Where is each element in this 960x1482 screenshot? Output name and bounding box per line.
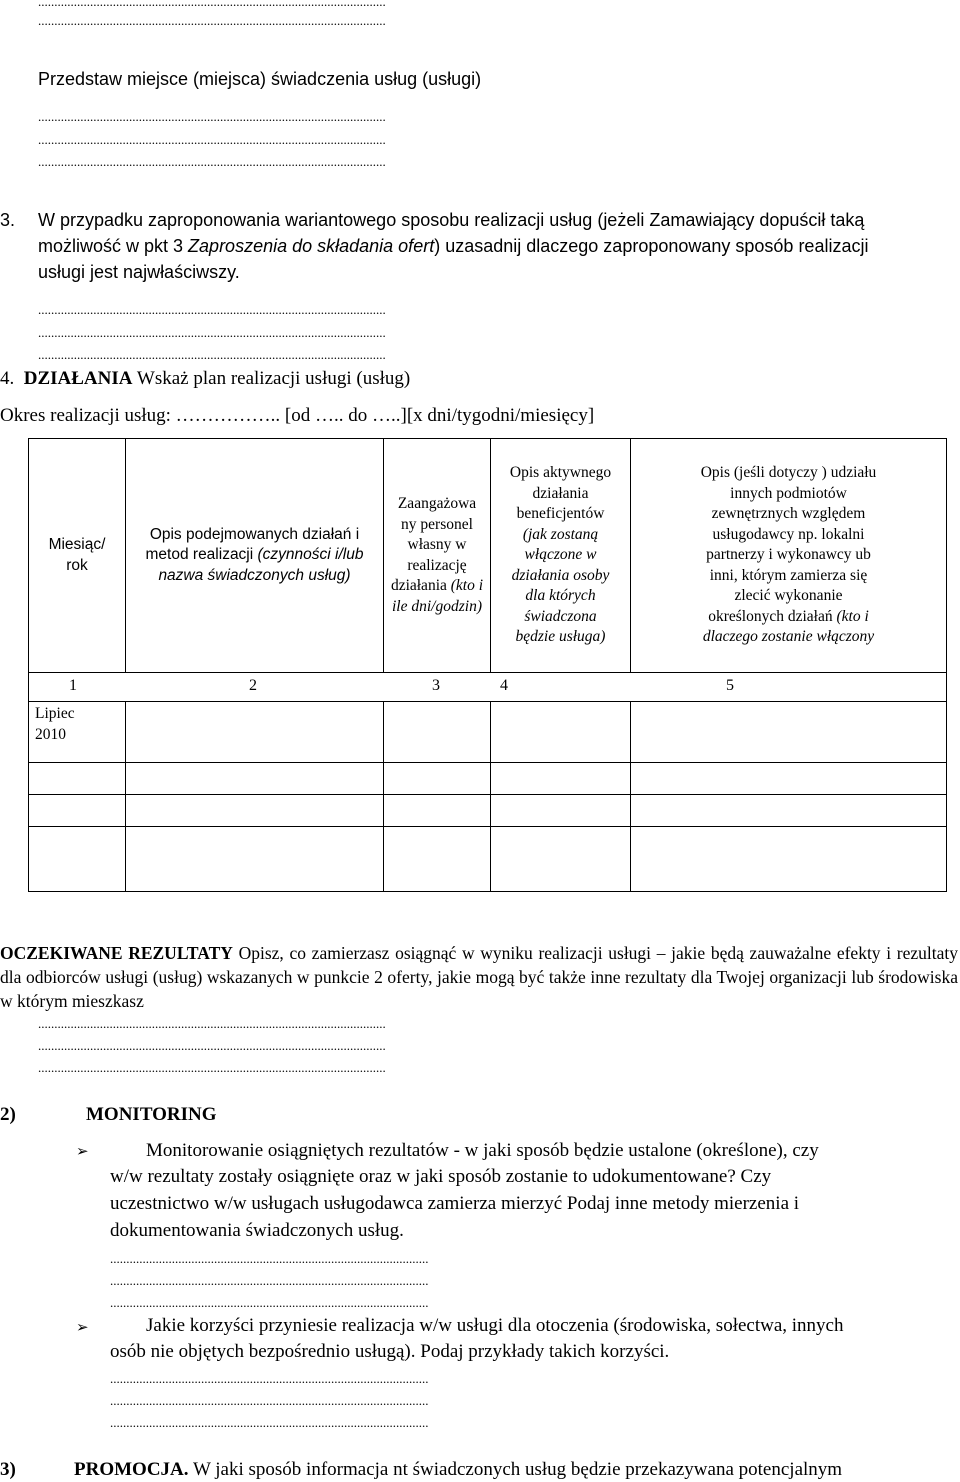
realization-period: Okres realizacji usług: …………….. [od ….. do …..][x dni/tygodni/miesięcy] bbox=[0, 405, 595, 426]
monitoring-bullet-1-line-2: w/w rezultaty zostały osiągnięte oraz w jaki sposób zostanie to udokumentowane? Czy bbox=[110, 1166, 772, 1187]
header-month-year: Miesiąc/ rok bbox=[29, 439, 126, 673]
table-cell[interactable] bbox=[29, 795, 126, 827]
monitoring-bullet-1-line-3: uczestnictwo w/w usługach usługodawca zamierza mierzyć Podaj inne metody mierzenia i bbox=[110, 1193, 800, 1214]
dotted-line: .................................................................................................. bbox=[110, 1371, 429, 1386]
column-number: 1 bbox=[69, 677, 77, 694]
dotted-line: ........................................................................................................... bbox=[38, 347, 386, 362]
table-cell[interactable] bbox=[631, 702, 947, 763]
dotted-line: .................................................................................................. bbox=[110, 1251, 429, 1266]
monitoring-number: 2) bbox=[0, 1104, 16, 1125]
dotted-line: ........................................................................................................... bbox=[38, 325, 386, 340]
table-cell[interactable] bbox=[384, 702, 491, 763]
table-cell[interactable] bbox=[126, 795, 384, 827]
dotted-line: .................................................................................................. bbox=[110, 1273, 429, 1288]
dotted-line: ........................................................................................................... bbox=[38, 1038, 386, 1053]
table-cell[interactable] bbox=[126, 702, 384, 763]
header-external-entities: Opis (jeśli dotyczy ) udziału innych podmiotów zewnętrznych względem usługodawcy np. lokalni partnerzy i wykonawcy ub inni, którym zamierza się zlecić wykonanie określonych działań (kto i dlaczego zostanie włączony bbox=[631, 439, 947, 673]
table-cell[interactable] bbox=[29, 827, 126, 892]
dotted-line: ........................................................................................................... bbox=[38, 132, 386, 147]
dotted-line: .................................................................................................. bbox=[110, 1295, 429, 1310]
table-cell[interactable] bbox=[631, 827, 947, 892]
table-cell[interactable] bbox=[29, 763, 126, 795]
table-cell[interactable] bbox=[631, 763, 947, 795]
monitoring-bullet-1-line-1: Monitorowanie osiągniętych rezultatów - w jaki sposób będzie ustalone (określone), czy bbox=[146, 1140, 819, 1161]
table-cell[interactable] bbox=[126, 827, 384, 892]
arrow-bullet-icon: ➢ bbox=[76, 1318, 89, 1336]
arrow-bullet-icon: ➢ bbox=[76, 1142, 89, 1160]
column-number: 2 bbox=[249, 677, 257, 694]
monitoring-bullet-2-line-1: Jakie korzyści przyniesie realizacja w/w usługi dla otoczenia (środowiska, sołectwa, innych bbox=[146, 1315, 844, 1336]
table-cell[interactable] bbox=[491, 827, 631, 892]
section-3-number: 3. bbox=[0, 210, 16, 230]
dotted-line: ........................................................................................................... bbox=[38, 0, 386, 9]
column-number: 5 bbox=[726, 677, 734, 694]
dotted-line: ........................................................................................................... bbox=[38, 1016, 386, 1031]
dotted-line: ........................................................................................................... bbox=[38, 109, 386, 124]
column-number: 3 bbox=[432, 677, 440, 694]
table-cell[interactable] bbox=[491, 795, 631, 827]
promotion-line: PROMOCJA. W jaki sposób informacja nt świadczonych usług będzie przekazywana potencjalnym bbox=[74, 1459, 843, 1480]
table-cell[interactable] bbox=[491, 763, 631, 795]
dotted-line: .................................................................................................. bbox=[110, 1415, 429, 1430]
column-number: 4 bbox=[500, 677, 508, 694]
table-cell[interactable] bbox=[384, 763, 491, 795]
header-staff-involvement: Zaangażowa ny personel własny w realizację działania (kto i ile dni/godzin) bbox=[384, 439, 491, 673]
dotted-line: ........................................................................................................... bbox=[38, 302, 386, 317]
column-numbers-row bbox=[29, 673, 947, 702]
table-cell[interactable] bbox=[631, 795, 947, 827]
section-3-line-1: W przypadku zaproponowania wariantowego sposobu realizacji usług (jeżeli Zamawiający dopuścił taką bbox=[38, 210, 865, 230]
table-cell[interactable] bbox=[126, 763, 384, 795]
dotted-line: ........................................................................................................... bbox=[38, 154, 386, 169]
header-beneficiaries-activity: Opis aktywnego działania beneficjentów (jak zostaną włączone w działania osoby dla których świadczona będzie usługa) bbox=[491, 439, 631, 673]
table-cell[interactable] bbox=[491, 702, 631, 763]
dotted-line: .................................................................................................. bbox=[110, 1393, 429, 1408]
dotted-line: ........................................................................................................... bbox=[38, 13, 386, 28]
month-cell: Lipiec 2010 bbox=[29, 702, 126, 763]
activities-table bbox=[28, 438, 947, 892]
section-4-heading: 4. DZIAŁANIA Wskaż plan realizacji usługi (usług) bbox=[0, 368, 411, 389]
monitoring-bullet-1-line-4: dokumentowania świadczonych usług. bbox=[110, 1220, 404, 1241]
table-cell[interactable] bbox=[384, 827, 491, 892]
expected-results-paragraph: OCZEKIWANE REZULTATY Opisz, co zamierzasz osiągnąć w wyniku realizacji usługi – jakie będą zauważalne efekty i rezultaty dla odbiorców usługi (usług) wskazanych w punkcie 2 oferty, jakie mogą być także inne rezultaty dla Twojej organizacji lub środowiska w którym mieszkasz bbox=[0, 943, 958, 1011]
promotion-number: 3) bbox=[0, 1459, 16, 1480]
monitoring-title: MONITORING bbox=[86, 1104, 217, 1125]
place-of-service-label: Przedstaw miejsce (miejsca) świadczenia usług (usługi) bbox=[38, 69, 482, 89]
monitoring-bullet-2-line-2: osób nie objętych bezpośrednio usługą). Podaj przykłady takich korzyści. bbox=[110, 1341, 670, 1362]
dotted-line: ........................................................................................................... bbox=[38, 1060, 386, 1075]
table-cell[interactable] bbox=[384, 795, 491, 827]
section-3-line-2: możliwość w pkt 3 Zaproszenia do składania ofert) uzasadnij dlaczego zaproponowany sposób realizacji bbox=[38, 236, 869, 256]
section-3-line-3: usługi jest najwłaściwszy. bbox=[38, 262, 240, 282]
header-activities-description: Opis podejmowanych działań i metod realizacji (czynności i/lub nazwa świadczonych usług) bbox=[126, 439, 384, 673]
